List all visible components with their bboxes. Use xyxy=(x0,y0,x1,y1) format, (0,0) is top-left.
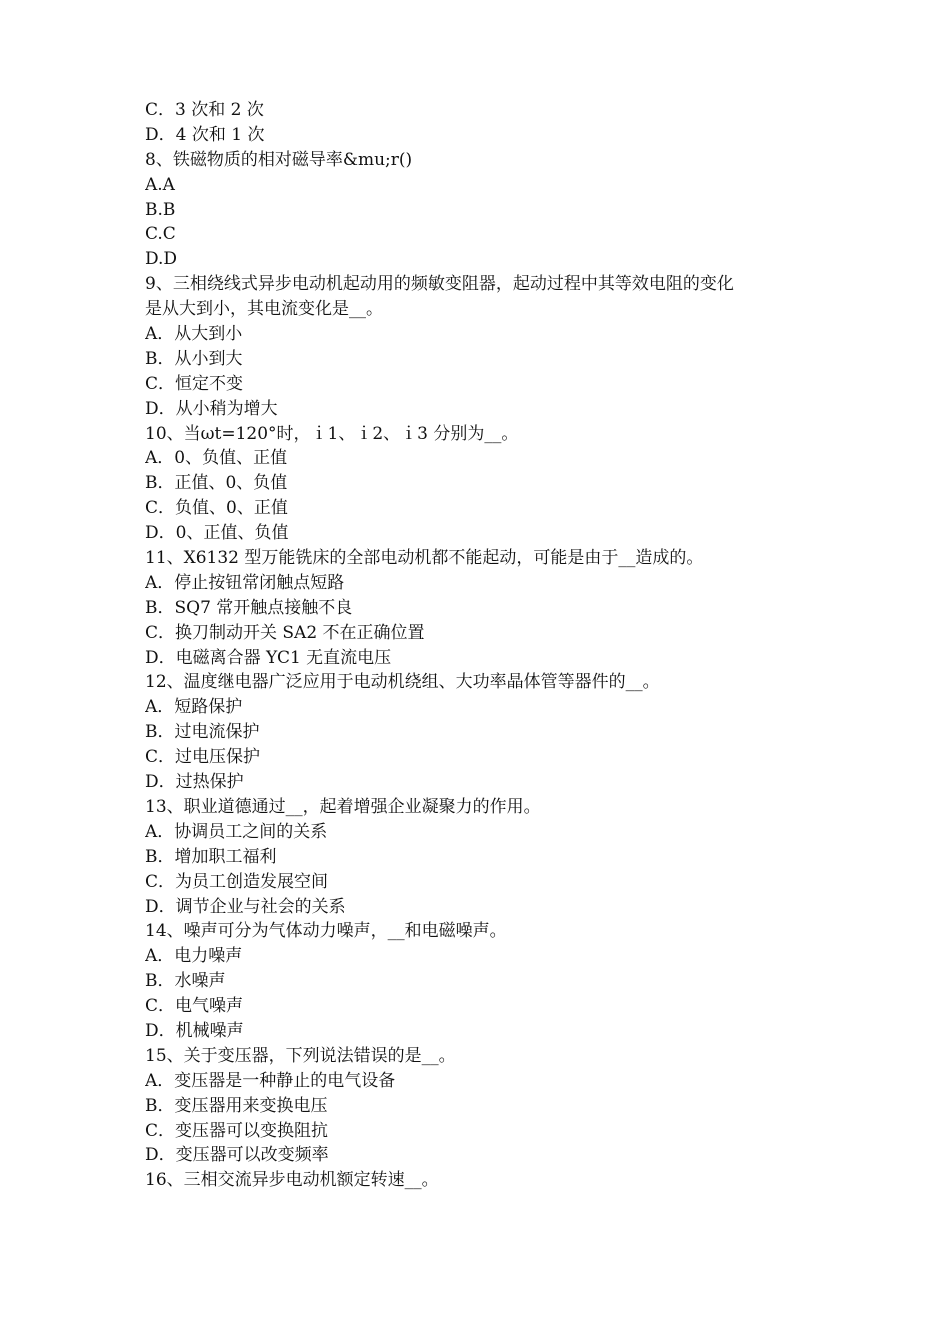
option-line: C．换刀制动开关 SA2 不在正确位置 xyxy=(145,622,425,643)
question-line: 11、X6132 型万能铣床的全部电动机都不能起动，可能是由于__造成的。 xyxy=(145,548,704,569)
option-line: C．变压器可以变换阻抗 xyxy=(145,1120,329,1141)
option-line: A．变压器是一种静止的电气设备 xyxy=(145,1070,396,1091)
option-line: C．电气噪声 xyxy=(145,996,244,1017)
question-line: 10、当ωt=120°时，ｉ1、ｉ2、ｉ3 分别为__。 xyxy=(145,423,519,444)
question-line: 14、噪声可分为气体动力噪声，__和电磁噪声。 xyxy=(145,921,507,942)
option-line: C．恒定不变 xyxy=(145,373,244,394)
option-line: C．3 次和 2 次 xyxy=(145,100,264,120)
document-body xyxy=(145,98,815,1193)
question-line: 16、三相交流异步电动机额定转速__。 xyxy=(145,1170,439,1191)
question-line: 15、关于变压器，下列说法错误的是__。 xyxy=(145,1045,456,1066)
option-line: B．增加职工福利 xyxy=(145,846,277,867)
question-line: 是从大到小，其电流变化是__。 xyxy=(145,299,383,320)
option-line: D．电磁离合器 YC1 无直流电压 xyxy=(145,647,392,668)
option-line: A．电力噪声 xyxy=(145,946,243,967)
question-line: 13、职业道德通过__，起着增强企业凝聚力的作用。 xyxy=(145,796,541,817)
option-line: B．水噪声 xyxy=(145,971,226,992)
option-line: B．过电流保护 xyxy=(145,722,260,743)
option-line: C．为员工创造发展空间 xyxy=(145,871,329,892)
question-line: 8、铁磁物质的相对磁导率&mu;r() xyxy=(145,149,413,170)
option-line: A.A xyxy=(145,174,175,195)
option-line: A．停止按钮常闭触点短路 xyxy=(145,572,345,593)
question-line: 9、三相绕线式异步电动机起动用的频敏变阻器，起动过程中其等效电阻的变化 xyxy=(145,274,734,295)
option-line: A．从大到小 xyxy=(145,324,243,345)
option-line: C.C xyxy=(145,224,176,245)
option-line: B．变压器用来变换电压 xyxy=(145,1095,328,1116)
option-line: B．从小到大 xyxy=(145,348,243,369)
option-line: D．调节企业与社会的关系 xyxy=(145,896,346,917)
option-line: C．负值、0、正值 xyxy=(145,498,288,519)
option-line: B.B xyxy=(145,199,176,220)
option-line: D．变压器可以改变频率 xyxy=(145,1145,329,1166)
option-line: D．机械噪声 xyxy=(145,1020,244,1041)
option-line: A．协调员工之间的关系 xyxy=(145,821,328,842)
question-line: 12、温度继电器广泛应用于电动机绕组、大功率晶体管等器件的__。 xyxy=(145,672,660,693)
option-line: D．过热保护 xyxy=(145,772,244,793)
option-line: B．正值、0、负值 xyxy=(145,473,288,494)
option-line: D．0、正值、负值 xyxy=(145,523,289,544)
option-line: D.D xyxy=(145,249,178,270)
option-line: A．短路保护 xyxy=(145,697,243,718)
option-line: D．从小稍为增大 xyxy=(145,398,278,419)
option-line: C．过电压保护 xyxy=(145,747,261,768)
option-line: A．0、负值、正值 xyxy=(145,448,288,469)
option-line: D．4 次和 1 次 xyxy=(145,124,265,145)
option-line: B．SQ7 常开触点接触不良 xyxy=(145,597,353,618)
